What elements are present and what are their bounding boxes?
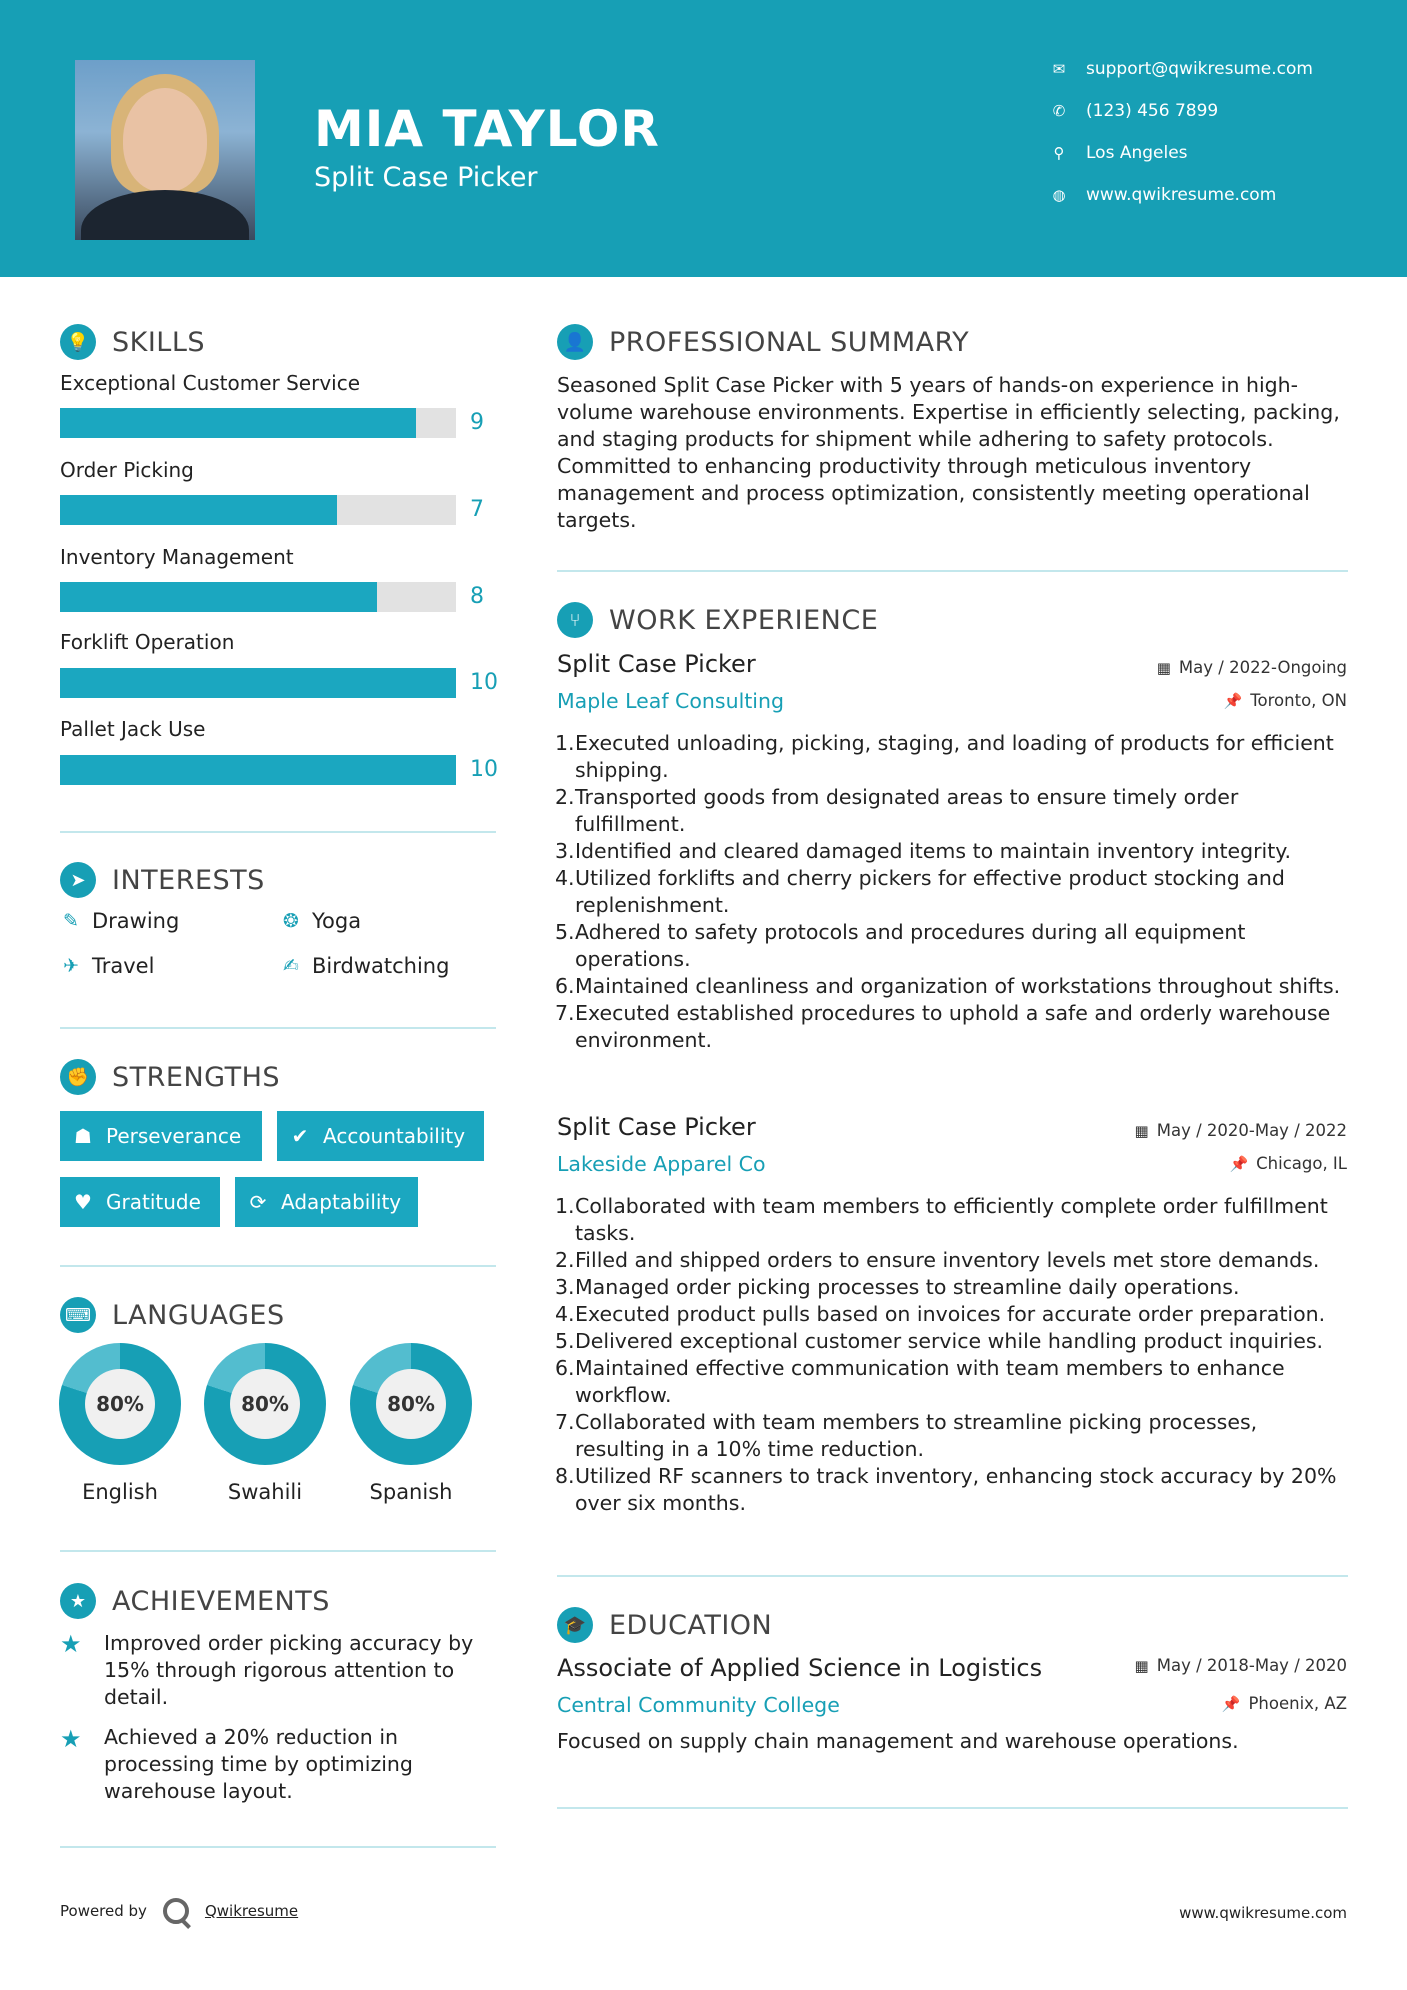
list-item: 4. Utilized forklifts and cherry pickers for effective product stocking and replenishment.	[555, 866, 1285, 917]
list-item: 2. Transported goods from designated areas to ensure timely order fulfillment.	[555, 785, 1239, 836]
interest-item: ✍ Birdwatching	[280, 954, 449, 978]
summary-heading: 👤 PROFESSIONAL SUMMARY	[557, 324, 969, 360]
resume-header	[0, 0, 1407, 277]
contact-phone[interactable]: ✆ (123) 456 7899	[1050, 99, 1218, 123]
strength-badge: ✔ Accountability	[277, 1111, 484, 1161]
list-item: 1. Executed unloading, picking, staging, and loading of products for efficient shipping.	[555, 731, 1334, 782]
list-item: 6. Maintained effective communication with team members to enhance workflow.	[555, 1356, 1285, 1407]
skill-bar-fill	[60, 495, 337, 525]
pushpin-icon: 📌	[1229, 1154, 1249, 1173]
edit-icon: ✍	[283, 955, 299, 977]
contact-website[interactable]: ◍ www.qwikresume.com	[1050, 183, 1276, 207]
calendar-icon: ▦	[1134, 1121, 1149, 1140]
education-school: Central Community College	[557, 1693, 840, 1717]
candidate-title: Split Case Picker	[314, 162, 538, 193]
list-item: 7. Executed established procedures to uphold a safe and orderly warehouse environment.	[555, 1001, 1331, 1052]
section-divider	[557, 570, 1348, 572]
contact-location: ⚲ Los Angeles	[1050, 141, 1188, 165]
education-dates: ▦ May / 2018-May / 2020	[1134, 1656, 1347, 1675]
skill-bar-fill	[60, 755, 456, 785]
graduate-icon: 🎓	[557, 1607, 593, 1643]
skill-value: 7	[470, 497, 484, 522]
pushpin-icon: 📌	[1223, 691, 1243, 710]
star-badge-icon: ★	[60, 1583, 96, 1619]
section-divider	[60, 831, 496, 833]
skill-name: Exceptional Customer Service	[60, 371, 361, 395]
list-item: 5. Adhered to safety protocols and procedures during all equipment operations.	[555, 920, 1246, 971]
pencil-icon: ✎	[63, 910, 79, 932]
envelope-icon: ✉	[1052, 60, 1066, 78]
section-divider	[557, 1807, 1348, 1809]
footer-website-link[interactable]: www.qwikresume.com	[1179, 1904, 1347, 1922]
section-divider	[557, 1575, 1348, 1577]
achievement-item: Achieved a 20% reduction in processing time by optimizing warehouse layout.	[104, 1725, 413, 1803]
section-divider	[60, 1265, 496, 1267]
job-dates: ▦ May / 2020-May / 2022	[1134, 1121, 1347, 1140]
interest-item: ❂ Yoga	[280, 909, 361, 933]
achievement-item: Improved order picking accuracy by 15% through rigorous attention to detail.	[104, 1631, 474, 1709]
list-item: 2. Filled and shipped orders to ensure inventory levels met store demands.	[555, 1248, 1320, 1272]
section-divider	[60, 1550, 496, 1552]
languages-heading: ⌨ LANGUAGES	[60, 1297, 285, 1333]
skill-bar-fill	[60, 668, 456, 698]
interest-item: ✈ Travel	[60, 954, 154, 978]
shooting-star-icon: ★	[60, 1630, 82, 1658]
job-location: 📌 Toronto, ON	[1223, 691, 1347, 710]
skills-heading: 💡 SKILLS	[60, 324, 205, 360]
experience-heading: ⑂ WORK EXPERIENCE	[557, 602, 878, 638]
skill-value: 8	[470, 584, 484, 609]
language-name: English	[82, 1480, 158, 1504]
list-item: 5. Delivered exceptional customer service while handling product inquiries.	[555, 1329, 1324, 1353]
skill-bar-track	[60, 408, 456, 438]
profile-photo	[75, 60, 255, 240]
job-bullets	[557, 730, 1352, 1054]
language-icon: ⌨	[60, 1297, 96, 1333]
fist-icon: ✊	[60, 1059, 96, 1095]
language-percent: 80%	[230, 1369, 300, 1439]
shooting-star-icon: ★	[60, 1725, 82, 1753]
job-dates: ▦ May / 2022-Ongoing	[1156, 658, 1347, 677]
list-item: 7. Collaborated with team members to streamline picking processes, resulting in a 10% time reduction.	[555, 1410, 1258, 1461]
skill-bar-fill	[60, 582, 377, 612]
job-company: Maple Leaf Consulting	[557, 689, 785, 713]
skill-bar-track	[60, 755, 456, 785]
refresh-icon: ⟳	[249, 1190, 267, 1214]
skill-bar-track	[60, 495, 456, 525]
user-icon: 👤	[557, 324, 593, 360]
list-item: 6. Maintained cleanliness and organization of workstations throughout shifts.	[555, 974, 1341, 998]
lightbulb-icon: 💡	[60, 324, 96, 360]
calendar-icon: ▦	[1134, 1656, 1149, 1675]
language-percent: 80%	[376, 1369, 446, 1439]
contact-email[interactable]: ✉ support@qwikresume.com	[1050, 57, 1313, 81]
job-location: 📌 Chicago, IL	[1229, 1154, 1347, 1173]
plane-icon: ✈	[63, 955, 79, 977]
skill-name: Inventory Management	[60, 545, 294, 569]
language-percent: 80%	[85, 1369, 155, 1439]
language-ring	[350, 1343, 472, 1465]
job-title: Split Case Picker	[557, 1113, 756, 1141]
list-item: 8. Utilized RF scanners to track inventory, enhancing stock accuracy by 20% over six months.	[555, 1464, 1337, 1515]
user-group-icon: ☗	[74, 1124, 92, 1148]
list-item: 4. Executed product pulls based on invoices for accurate order preparation.	[555, 1302, 1326, 1326]
summary-text: Seasoned Split Case Picker with 5 years of hands-on experience in high-volume warehouse environments. Expertise in efficiently selecting, packing, and staging products for shipment while adhering to safety protocols. Committed to enhancing productivity through meticulous inventory management and process optimization, consistently meeting operational targets.	[557, 373, 1340, 532]
education-description: Focused on supply chain management and warehouse operations.	[557, 1729, 1239, 1753]
interests-heading: ➤ INTERESTS	[60, 862, 265, 898]
job-title: Split Case Picker	[557, 650, 756, 678]
heart-icon: ♥	[74, 1190, 92, 1214]
skill-bar-fill	[60, 408, 416, 438]
skill-name: Forklift Operation	[60, 630, 235, 654]
globe-icon: ◍	[1052, 186, 1066, 204]
candidate-name: MIA TAYLOR	[314, 100, 660, 158]
section-divider	[60, 1027, 496, 1029]
skill-name: Order Picking	[60, 458, 194, 482]
office-chair-icon: ⑂	[557, 602, 593, 638]
education-degree: Associate of Applied Science in Logistics	[557, 1654, 1043, 1682]
language-name: Swahili	[227, 1480, 303, 1504]
footer-powered-by: Powered by Qwikresume	[60, 1898, 298, 1924]
list-item: 3. Identified and cleared damaged items to maintain inventory integrity.	[555, 839, 1292, 863]
job-bullets	[557, 1193, 1352, 1517]
list-item: 1. Collaborated with team members to efficiently complete order fulfillment tasks.	[555, 1194, 1328, 1245]
education-location: 📌 Phoenix, AZ	[1221, 1694, 1347, 1713]
lifebuoy-icon: ❂	[283, 910, 299, 932]
skill-bar-track	[60, 668, 456, 698]
interest-item: ✎ Drawing	[60, 909, 179, 933]
skill-value: 10	[470, 757, 498, 782]
paper-plane-icon: ➤	[60, 862, 96, 898]
language-name: Spanish	[369, 1480, 453, 1504]
strength-badge: ☗ Perseverance	[60, 1111, 262, 1161]
section-divider	[60, 1846, 496, 1848]
achievements-heading: ★ ACHIEVEMENTS	[60, 1583, 330, 1619]
qwikresume-logo	[163, 1898, 189, 1924]
phone-icon: ✆	[1052, 102, 1066, 120]
education-heading: 🎓 EDUCATION	[557, 1607, 772, 1643]
language-ring	[59, 1343, 181, 1465]
skill-name: Pallet Jack Use	[60, 717, 206, 741]
strength-badge: ⟳ Adaptability	[235, 1177, 418, 1227]
pushpin-icon: 📌	[1221, 1694, 1241, 1713]
skill-value: 9	[470, 410, 484, 435]
skill-bar-track	[60, 582, 456, 612]
language-ring	[204, 1343, 326, 1465]
check-circle-icon: ✔	[291, 1124, 309, 1148]
qwikresume-link[interactable]: Qwikresume	[204, 1902, 299, 1920]
strengths-heading: ✊ STRENGTHS	[60, 1059, 280, 1095]
strength-badge: ♥ Gratitude	[60, 1177, 220, 1227]
job-company: Lakeside Apparel Co	[557, 1152, 766, 1176]
calendar-icon: ▦	[1156, 658, 1171, 677]
list-item: 3. Managed order picking processes to streamline daily operations.	[555, 1275, 1240, 1299]
skill-value: 10	[470, 670, 498, 695]
map-pin-icon: ⚲	[1053, 144, 1065, 162]
